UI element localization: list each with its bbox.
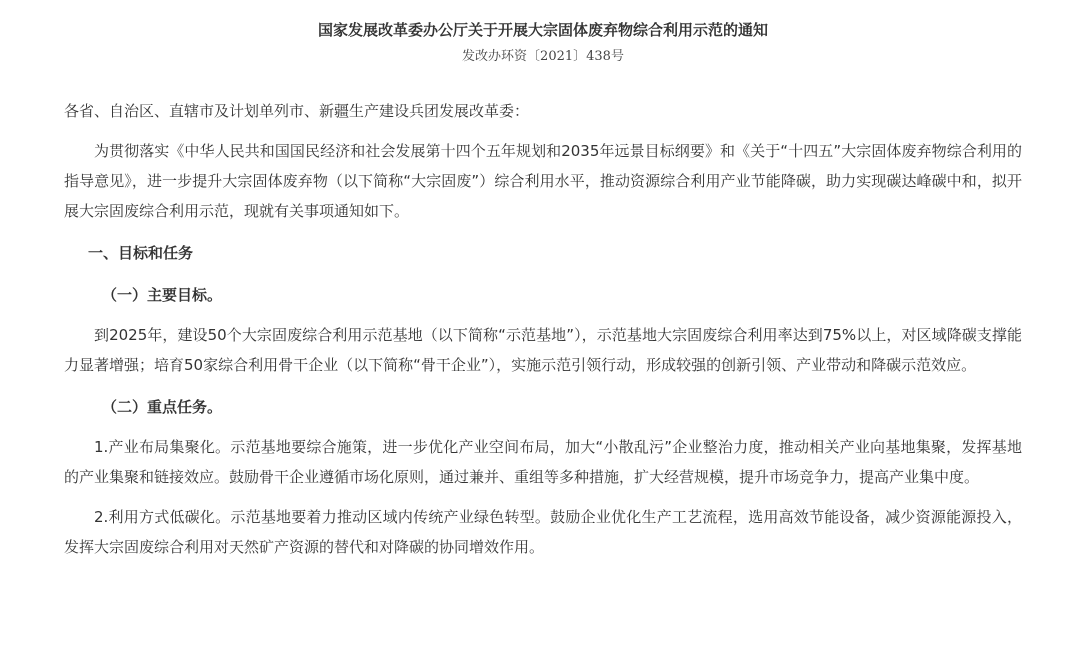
intro-paragraph: 为贯彻落实《中华人民共和国国民经济和社会发展第十四个五年规划和2035年远景目标纲要》和《关于“十四五”大宗固体废弃物综合利用的指导意见》，进一步提升大宗固体废弃物（以下简称“大宗固废”）综合利用水平，推动资源综合利用产业节能降碳，助力实现碳达峰碳中和，拟开展大宗固废综合利用示范，现就有关事项通知如下。 — [64, 142, 1022, 220]
section-heading-goals-tasks: 一、目标和任务 — [88, 244, 194, 262]
salutation: 各省、自治区、直辖市及计划单列市、新疆生产建设兵团发展改革委： — [64, 102, 530, 120]
subsection-heading-key-tasks: （二）重点任务。 — [102, 398, 223, 416]
task-2-paragraph: 2.利用方式低碳化。示范基地要着力推动区域内传统产业绿色转型。鼓励企业优化生产工艺流程，选用高效节能设备，减少资源能源投入，发挥大宗固废综合利用对天然矿产资源的替代和对降碳的协同增效作用。 — [64, 508, 1022, 556]
document-title: 国家发展改革委办公厅关于开展大宗固体废弃物综合利用示范的通知 — [317, 21, 768, 39]
main-goals-paragraph: 到2025年，建设50个大宗固废综合利用示范基地（以下简称“示范基地”），示范基地大宗固废综合利用率达到75%以上，对区域降碳支撑能力显著增强；培育50家综合利用骨干企业（以下简称“骨干企业”），实施示范引领行动，形成较强的创新引领、产业带动和降碳示范效应。 — [64, 326, 1022, 374]
subsection-heading-main-goals: （一）主要目标。 — [102, 286, 223, 304]
task-1-paragraph: 1.产业布局集聚化。示范基地要综合施策，进一步优化产业空间布局，加大“小散乱污”企业整治力度，推动相关产业向基地集聚，发挥基地的产业集聚和链接效应。鼓励骨干企业遵循市场化原则，通过兼并、重组等多种措施，扩大经营规模，提升市场竞争力，提高产业集中度。 — [64, 438, 1022, 486]
document-number: 发改办环资〔2021〕438号 — [462, 49, 624, 64]
